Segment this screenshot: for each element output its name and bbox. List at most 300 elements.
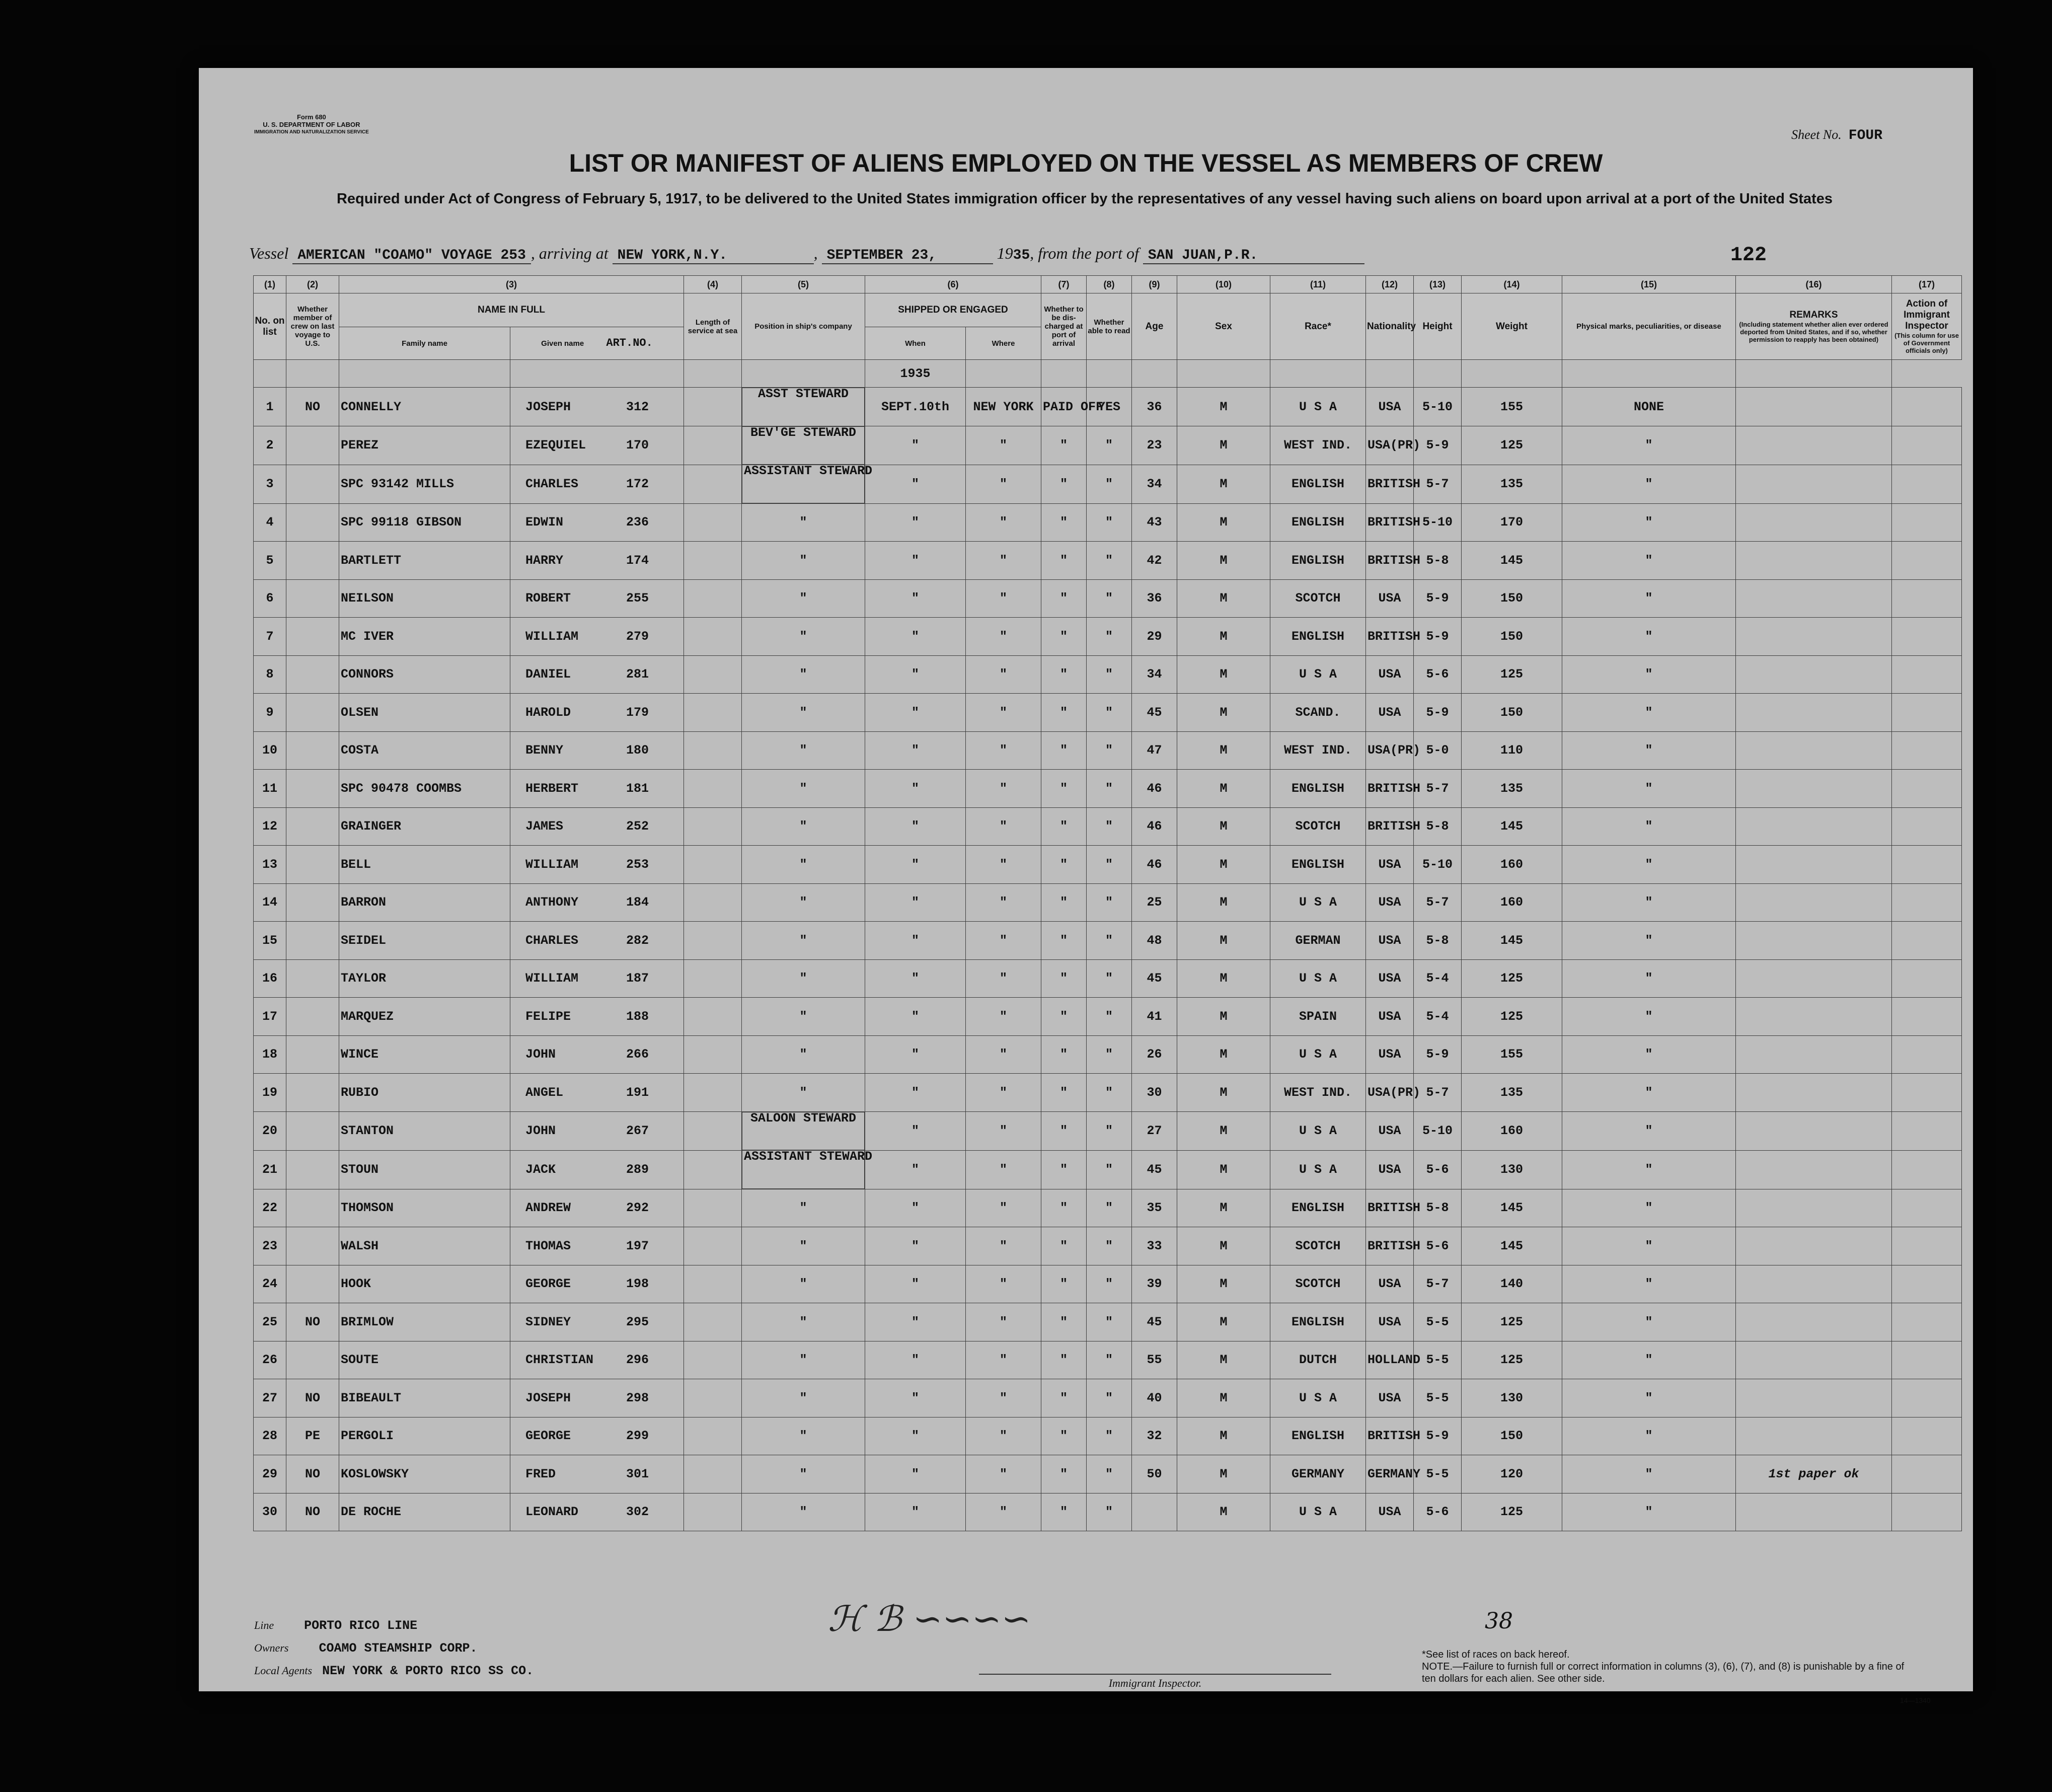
weight: 130 <box>1462 1150 1562 1189</box>
header-race: Race* <box>1270 293 1366 360</box>
race: SCOTCH <box>1270 579 1366 618</box>
position: " <box>742 770 865 808</box>
sex: M <box>1177 1074 1270 1112</box>
length-of-service <box>684 503 742 542</box>
shipped-when: " <box>865 1417 966 1455</box>
given-name: JOHN <box>525 1047 556 1062</box>
race: U S A <box>1270 959 1366 998</box>
member-last-voyage <box>286 1035 339 1074</box>
remarks <box>1736 1341 1892 1379</box>
age: 50 <box>1132 1455 1177 1494</box>
line-value: PORTO RICO LINE <box>304 1618 418 1633</box>
physical-marks: " <box>1562 426 1736 465</box>
length-of-service <box>684 1455 742 1494</box>
able-to-read: " <box>1087 959 1132 998</box>
length-of-service <box>684 731 742 770</box>
nationality: USA <box>1366 922 1414 960</box>
family-name: SPC 90478 COOMBS <box>339 770 510 808</box>
nationality: BRITISH <box>1366 1417 1414 1455</box>
weight: 150 <box>1462 1417 1562 1455</box>
art-no: 296 <box>626 1353 649 1368</box>
length-of-service <box>684 426 742 465</box>
row-number: 15 <box>254 922 286 960</box>
position: " <box>742 1379 865 1417</box>
age: 23 <box>1132 426 1177 465</box>
family-name: SOUTE <box>339 1341 510 1379</box>
art-no: 236 <box>626 515 649 530</box>
shipped-when: " <box>865 1189 966 1227</box>
remarks <box>1736 1150 1892 1189</box>
height: 5-6 <box>1414 655 1462 694</box>
age: 36 <box>1132 388 1177 426</box>
member-last-voyage <box>286 998 339 1036</box>
inspector-action <box>1892 1341 1962 1379</box>
table-row <box>254 694 1962 732</box>
shipped-when: " <box>865 1379 966 1417</box>
physical-marks: " <box>1562 731 1736 770</box>
weight: 145 <box>1462 922 1562 960</box>
member-last-voyage <box>286 694 339 732</box>
races-note: *See list of races on back hereof. NOTE.—Failure to furnish full or correct information in columns (3), (6), (7), and (8) is punishable by a fine of ten dollars for each alien. See other side. <box>1422 1649 1905 1684</box>
discharged: " <box>1041 770 1087 808</box>
given-name-cell <box>510 922 684 960</box>
header-family-name: Family name <box>339 327 510 360</box>
able-to-read: " <box>1087 1455 1132 1494</box>
race: U S A <box>1270 1035 1366 1074</box>
length-of-service <box>684 959 742 998</box>
row-number: 3 <box>254 465 286 503</box>
inspector-action <box>1892 1455 1962 1494</box>
age: 45 <box>1132 959 1177 998</box>
row-number: 13 <box>254 846 286 884</box>
able-to-read: " <box>1087 1493 1132 1531</box>
able-to-read: " <box>1087 1303 1132 1341</box>
position: " <box>742 1189 865 1227</box>
inspector-action <box>1892 846 1962 884</box>
shipped-when: " <box>865 1265 966 1303</box>
remarks <box>1736 1189 1892 1227</box>
length-of-service <box>684 1150 742 1189</box>
vessel-name: AMERICAN "COAMO" VOYAGE 253 <box>292 248 531 264</box>
shipped-where: NEW YORK <box>966 388 1041 426</box>
table-row <box>254 1417 1962 1455</box>
physical-marks: " <box>1562 1035 1736 1074</box>
art-no: 312 <box>626 399 649 414</box>
remarks <box>1736 998 1892 1036</box>
remarks <box>1736 655 1892 694</box>
shipped-where: " <box>966 542 1041 580</box>
race: U S A <box>1270 388 1366 426</box>
remarks <box>1736 846 1892 884</box>
given-name-cell <box>510 655 684 694</box>
length-of-service <box>684 883 742 922</box>
crew-manifest-table <box>253 275 1962 1531</box>
remarks <box>1736 1111 1892 1150</box>
inspector-action <box>1892 770 1962 808</box>
physical-marks: " <box>1562 1493 1736 1531</box>
member-last-voyage <box>286 770 339 808</box>
shipped-when: " <box>865 426 966 465</box>
shipped-when: " <box>865 922 966 960</box>
discharged: " <box>1041 503 1087 542</box>
able-to-read: " <box>1087 579 1132 618</box>
inspector-label: Immigrant Inspector. <box>979 1674 1331 1690</box>
shipped-where: " <box>966 846 1041 884</box>
given-name: ANGEL <box>525 1085 564 1100</box>
given-name-cell <box>510 1379 684 1417</box>
physical-marks: " <box>1562 846 1736 884</box>
age: 55 <box>1132 1341 1177 1379</box>
sex: M <box>1177 655 1270 694</box>
weight: 125 <box>1462 1341 1562 1379</box>
inspector-action <box>1892 503 1962 542</box>
height: 5-9 <box>1414 694 1462 732</box>
art-no: 170 <box>626 438 649 453</box>
table-row <box>254 1035 1962 1074</box>
given-name: ANTHONY <box>525 895 579 910</box>
given-name: JACK <box>525 1162 556 1177</box>
given-name-cell <box>510 1227 684 1265</box>
table-row <box>254 426 1962 465</box>
weight: 145 <box>1462 1227 1562 1265</box>
shipped-where: " <box>966 465 1041 503</box>
shipped-when: " <box>865 1341 966 1379</box>
able-to-read: " <box>1087 883 1132 922</box>
age: 48 <box>1132 922 1177 960</box>
family-name: KOSLOWSKY <box>339 1455 510 1494</box>
remarks <box>1736 1074 1892 1112</box>
given-name-cell <box>510 998 684 1036</box>
table-row <box>254 770 1962 808</box>
length-of-service <box>684 1493 742 1531</box>
physical-marks: " <box>1562 579 1736 618</box>
able-to-read: " <box>1087 1074 1132 1112</box>
age: 42 <box>1132 542 1177 580</box>
able-to-read: " <box>1087 1111 1132 1150</box>
remarks <box>1736 731 1892 770</box>
given-name-cell <box>510 1150 684 1189</box>
family-name: BARRON <box>339 883 510 922</box>
sex: M <box>1177 503 1270 542</box>
remarks <box>1736 388 1892 426</box>
age: 34 <box>1132 655 1177 694</box>
art-no: 197 <box>626 1238 649 1253</box>
sex: M <box>1177 1455 1270 1494</box>
physical-marks: " <box>1562 618 1736 656</box>
physical-marks: " <box>1562 465 1736 503</box>
discharged: " <box>1041 959 1087 998</box>
nationality: USA <box>1366 1379 1414 1417</box>
age: 46 <box>1132 846 1177 884</box>
shipped-where: " <box>966 883 1041 922</box>
art-no: 295 <box>626 1314 649 1329</box>
sex: M <box>1177 426 1270 465</box>
position: " <box>742 1265 865 1303</box>
sex: M <box>1177 1341 1270 1379</box>
family-name: BELL <box>339 846 510 884</box>
member-last-voyage <box>286 1111 339 1150</box>
position: " <box>742 731 865 770</box>
member-last-voyage: NO <box>286 1455 339 1494</box>
position: " <box>742 1493 865 1531</box>
table-row <box>254 846 1962 884</box>
height: 5-5 <box>1414 1455 1462 1494</box>
shipped-where: " <box>966 503 1041 542</box>
race: SCOTCH <box>1270 1265 1366 1303</box>
nationality: USA <box>1366 846 1414 884</box>
nationality: HOLLAND <box>1366 1341 1414 1379</box>
shipped-where: " <box>966 694 1041 732</box>
row-number: 16 <box>254 959 286 998</box>
given-name-cell <box>510 1111 684 1150</box>
height: 5-4 <box>1414 959 1462 998</box>
inspector-action <box>1892 618 1962 656</box>
physical-marks: " <box>1562 1341 1736 1379</box>
sex: M <box>1177 579 1270 618</box>
art-no: 181 <box>626 781 649 796</box>
crew-rows <box>254 360 1962 1531</box>
position: " <box>742 883 865 922</box>
physical-marks: " <box>1562 998 1736 1036</box>
family-name: MC IVER <box>339 618 510 656</box>
family-name: CONNORS <box>339 655 510 694</box>
given-name-cell <box>510 1265 684 1303</box>
family-name: BARTLETT <box>339 542 510 580</box>
given-name: FELIPE <box>525 1009 571 1024</box>
discharged: " <box>1041 542 1087 580</box>
weight: 135 <box>1462 770 1562 808</box>
shipped-when: " <box>865 846 966 884</box>
header-height: Height <box>1414 293 1462 360</box>
race: ENGLISH <box>1270 846 1366 884</box>
shipped-when: " <box>865 1074 966 1112</box>
discharged: " <box>1041 1227 1087 1265</box>
height: 5-10 <box>1414 388 1462 426</box>
row-number: 9 <box>254 694 286 732</box>
weight: 160 <box>1462 846 1562 884</box>
art-no: 302 <box>626 1505 649 1520</box>
sex: M <box>1177 883 1270 922</box>
member-last-voyage: NO <box>286 388 339 426</box>
header-nationality: Nationality <box>1366 293 1414 360</box>
nationality: BRITISH <box>1366 542 1414 580</box>
inspector-action <box>1892 922 1962 960</box>
arrival-year: 35 <box>1013 248 1030 263</box>
given-name-cell <box>510 1493 684 1531</box>
shipped-where: " <box>966 770 1041 808</box>
discharged: " <box>1041 579 1087 618</box>
physical-marks: " <box>1562 959 1736 998</box>
given-name-cell <box>510 1417 684 1455</box>
length-of-service <box>684 807 742 846</box>
row-number: 20 <box>254 1111 286 1150</box>
member-last-voyage <box>286 579 339 618</box>
shipped-where: " <box>966 1227 1041 1265</box>
shipped-where: " <box>966 655 1041 694</box>
form-code: 14—1340 <box>1900 1696 1931 1704</box>
table-row <box>254 618 1962 656</box>
race: ENGLISH <box>1270 770 1366 808</box>
header-no-on-list: No. on list <box>254 293 286 360</box>
age: 45 <box>1132 1303 1177 1341</box>
sex: M <box>1177 846 1270 884</box>
table-row <box>254 1493 1962 1531</box>
able-to-read: " <box>1087 426 1132 465</box>
header-position: Position in ship's company <box>742 293 865 360</box>
given-name: HAROLD <box>525 705 571 720</box>
able-to-read: " <box>1087 922 1132 960</box>
art-no: 292 <box>626 1201 649 1216</box>
art-no: 191 <box>626 1085 649 1100</box>
able-to-read: " <box>1087 998 1132 1036</box>
given-name-cell <box>510 388 684 426</box>
length-of-service <box>684 655 742 694</box>
nationality: USA <box>1366 1303 1414 1341</box>
family-name: NEILSON <box>339 579 510 618</box>
shipped-where: " <box>966 922 1041 960</box>
row-number: 2 <box>254 426 286 465</box>
nationality: USA <box>1366 388 1414 426</box>
document-subtitle: Required under Act of Congress of February 5, 1917, to be delivered to the United States immigration officer by the representatives of any vessel having such aliens on board upon arrival at a port of the United States <box>336 191 1833 207</box>
nationality: USA <box>1366 883 1414 922</box>
age: 29 <box>1132 618 1177 656</box>
member-last-voyage <box>286 731 339 770</box>
race: ENGLISH <box>1270 1303 1366 1341</box>
art-no: 282 <box>626 933 649 948</box>
able-to-read: YES <box>1087 388 1132 426</box>
nationality: USA <box>1366 579 1414 618</box>
art-no: 180 <box>626 743 649 758</box>
shipped-where: " <box>966 1379 1041 1417</box>
weight: 160 <box>1462 883 1562 922</box>
art-no: 266 <box>626 1047 649 1062</box>
length-of-service <box>684 1303 742 1341</box>
position: " <box>742 959 865 998</box>
race: GERMANY <box>1270 1455 1366 1494</box>
able-to-read: " <box>1087 694 1132 732</box>
height: 5-4 <box>1414 998 1462 1036</box>
discharged: " <box>1041 1417 1087 1455</box>
family-name: THOMSON <box>339 1189 510 1227</box>
race: U S A <box>1270 655 1366 694</box>
remarks <box>1736 694 1892 732</box>
family-name: OLSEN <box>339 694 510 732</box>
race: U S A <box>1270 1379 1366 1417</box>
member-last-voyage <box>286 846 339 884</box>
table-row <box>254 1379 1962 1417</box>
given-name: WILLIAM <box>525 629 579 644</box>
art-no: 253 <box>626 857 649 872</box>
height: 5-0 <box>1414 731 1462 770</box>
height: 5-6 <box>1414 1227 1462 1265</box>
race: U S A <box>1270 883 1366 922</box>
family-name: STANTON <box>339 1111 510 1150</box>
weight: 145 <box>1462 1189 1562 1227</box>
header-discharged: Whether to be dis-charged at port of arrival <box>1041 293 1087 360</box>
discharged: " <box>1041 1189 1087 1227</box>
shipped-when: " <box>865 998 966 1036</box>
sex: M <box>1177 465 1270 503</box>
given-name: DANIEL <box>525 667 571 682</box>
sex: M <box>1177 1379 1270 1417</box>
header-when: When <box>865 327 966 360</box>
position: " <box>742 1227 865 1265</box>
weight: 135 <box>1462 465 1562 503</box>
nationality: BRITISH <box>1366 807 1414 846</box>
height: 5-7 <box>1414 465 1462 503</box>
member-last-voyage <box>286 503 339 542</box>
nationality: GERMANY <box>1366 1455 1414 1494</box>
inspector-action <box>1892 1265 1962 1303</box>
height: 5-5 <box>1414 1341 1462 1379</box>
height: 5-9 <box>1414 618 1462 656</box>
given-name: JOSEPH <box>525 399 571 414</box>
shipped-when: " <box>865 579 966 618</box>
able-to-read: " <box>1087 618 1132 656</box>
shipped-where: " <box>966 618 1041 656</box>
race: WEST IND. <box>1270 731 1366 770</box>
table-row <box>254 1227 1962 1265</box>
table-row <box>254 1111 1962 1150</box>
row-number: 27 <box>254 1379 286 1417</box>
race: SPAIN <box>1270 998 1366 1036</box>
member-last-voyage <box>286 1189 339 1227</box>
member-last-voyage: PE <box>286 1417 339 1455</box>
able-to-read: " <box>1087 465 1132 503</box>
given-name: CHARLES <box>525 933 579 948</box>
nationality: USA <box>1366 1493 1414 1531</box>
remarks <box>1736 1035 1892 1074</box>
weight: 125 <box>1462 655 1562 694</box>
sex: M <box>1177 1150 1270 1189</box>
able-to-read: " <box>1087 1341 1132 1379</box>
given-name-cell <box>510 1341 684 1379</box>
family-name: COSTA <box>339 731 510 770</box>
race: SCAND. <box>1270 694 1366 732</box>
weight: 150 <box>1462 694 1562 732</box>
row-number: 29 <box>254 1455 286 1494</box>
remarks <box>1736 1493 1892 1531</box>
inspector-action <box>1892 579 1962 618</box>
row-number: 5 <box>254 542 286 580</box>
table-row <box>254 1189 1962 1227</box>
given-name-cell <box>510 542 684 580</box>
table-row <box>254 1341 1962 1379</box>
discharged: " <box>1041 465 1087 503</box>
header-row-top <box>254 293 1962 327</box>
art-no: 299 <box>626 1429 649 1444</box>
discharged: " <box>1041 1493 1087 1531</box>
shipped-when: " <box>865 731 966 770</box>
header-physical-marks: Physical marks, peculiarities, or disease <box>1562 293 1736 360</box>
discharged: " <box>1041 1303 1087 1341</box>
position: ASSISTANT STEWARD <box>742 465 865 503</box>
shipped-when: SEPT.10th <box>865 388 966 426</box>
member-last-voyage <box>286 1227 339 1265</box>
column-number-row: (1) (2) (3) (4) (5) (6) (7) (8) (9) (10) (11) (12) (13) (14) (15) (16) (17) <box>254 276 1962 293</box>
age: 36 <box>1132 579 1177 618</box>
remarks <box>1736 807 1892 846</box>
remarks <box>1736 1379 1892 1417</box>
physical-marks: " <box>1562 1074 1736 1112</box>
member-last-voyage <box>286 618 339 656</box>
shipped-when: " <box>865 465 966 503</box>
given-name: EDWIN <box>525 515 564 530</box>
shipped-where: " <box>966 1035 1041 1074</box>
row-number: 23 <box>254 1227 286 1265</box>
physical-marks: " <box>1562 922 1736 960</box>
row-number: 8 <box>254 655 286 694</box>
